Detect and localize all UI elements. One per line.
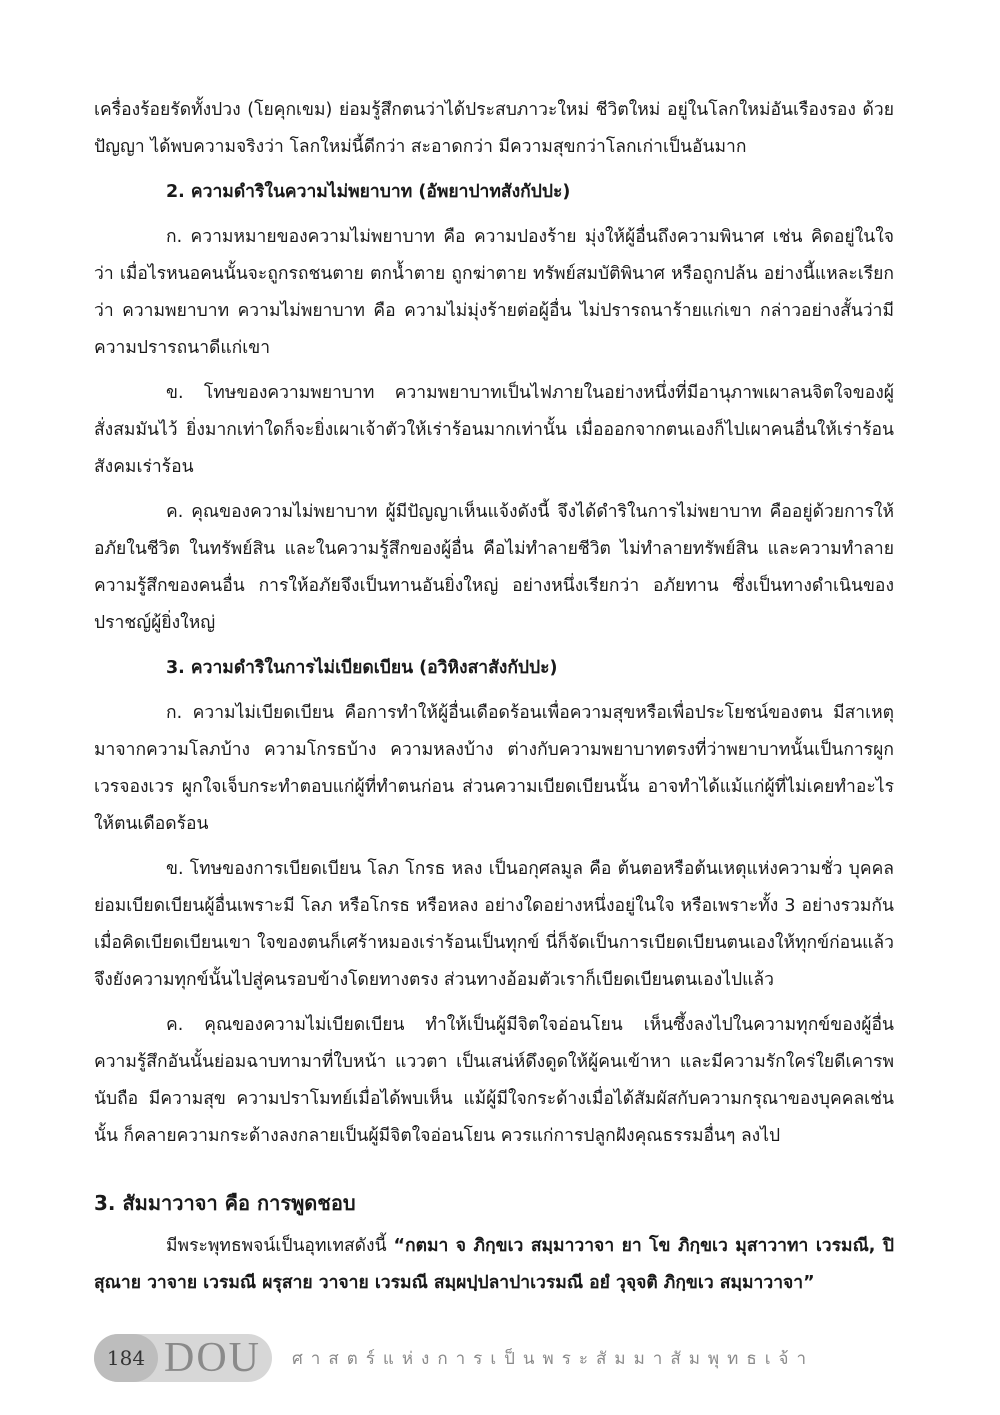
paragraph-3b: ข. โทษของการเบียดเบียน โลภ โกรธ หลง เป็นอกุศลมูล คือ ต้นตอหรือต้นเหตุแห่งความชั่ว บุคคลย่อมเบียดเบียนผู้อื่นเพราะมี โลภ หรือโกรธ หรือหลง อย่างใดอย่างหนึ่งอยู่ในใจ หรือเพราะทั้ง 3 อย่างรวมกัน เมื่อคิดเบียดเบียนเขา ใจของตนก็เศร้าหมองเร่าร้อนเป็นทุกข์ นี่ก็จัดเป็นการเบียดเบียนตนเองให้ทุกข์ก่อนแล้วจึงยังความทุกข์นั้นไปสู่คนรอบข้างโดยทางตรง ส่วนทางอ้อมตัวเราก็เบียดเบียนตนเองไปแล้ว bbox=[94, 859, 894, 990]
book-title: ศาสตร์แห่งการเป็นพระสัมมาสัมพุทธเจ้า bbox=[292, 1348, 815, 1369]
paragraph-2b: ข. โทษของความพยาบาท ความพยาบาทเป็นไฟภายในอย่างหนึ่งที่มีอานุภาพเผาลนจิตใจของผู้สั่งสมมันไว้ ยิ่งมากเท่าใดก็จะยิ่งเผาเจ้าตัวให้เร่าร้อนมากเท่านั้น เมื่อออกจากตนเองก็ไปเผาคนอื่นให้เร่าร้อน สังคมเร่าร้อน bbox=[94, 383, 894, 477]
paragraph-3a: ก. ความไม่เบียดเบียน คือการทำให้ผู้อื่นเดือดร้อนเพื่อความสุขหรือเพื่อประโยชน์ของตน มีสาเหตุมาจากความโลภบ้าง ความโกรธบ้าง ความหลงบ้าง ต่างกับความพยาบาทตรงที่ว่าพยาบาทนั้นเป็นการผูกเวรจองเวร ผูกใจเจ็บกระทำตอบแก่ผู้ที่ทำตนก่อน ส่วนความเบียดเบียนนั้น อาจทำได้แม้แก่ผู้ที่ไม่เคยทำอะไรให้ตนเดือดร้อน bbox=[94, 703, 894, 834]
quote-lead: มีพระพุทธพจน์เป็นอุทเทสดังนี้ bbox=[166, 1236, 394, 1256]
page-footer bbox=[94, 1334, 814, 1382]
paragraph-3c: ค. คุณของความไม่เบียดเบียน ทำให้เป็นผู้มีจิตใจอ่อนโยน เห็นซึ้งลงไปในความทุกข์ของผู้อื่น ความรู้สึกอันนั้นย่อมฉาบทามาที่ใบหน้า แววตา เป็นเสน่ห์ดึงดูดให้ผู้คนเข้าหา และมีความรักใคร่ใยดีเคารพนับถือ มีความสุข ความปราโมทย์เมื่อได้พบเห็น แม้ผู้มีใจกระด้างเมื่อได้สัมผัสกับความกรุณาของบุคคลเช่นนั้น ก็คลายความกระด้างลงกลายเป็นผู้มีจิตใจอ่อนโยน ควรแก่การปลูกฝังคุณธรรมอื่นๆ ลงไป bbox=[94, 1015, 894, 1146]
paragraph-2c: ค. คุณของความไม่พยาบาท ผู้มีปัญญาเห็นแจ้งดังนี้ จึงได้ดำริในการไม่พยาบาท คืออยู่ด้วยการให้อภัยในชีวิต ในทรัพย์สิน และในความรู้สึกของผู้อื่น คือไม่ทำลายชีวิต ไม่ทำลายทรัพย์สิน และความทำลายความรู้สึกของคนอื่น การให้อภัยจึงเป็นทานอันยิ่งใหญ่ อย่างหนึ่งเรียกว่า อภัยทาน ซึ่งเป็นทางดำเนินของปราชญ์ผู้ยิ่งใหญ่ bbox=[94, 502, 894, 633]
page-body bbox=[94, 92, 894, 1302]
pali-quote: “กตมา จ ภิกฺขเว สมฺมาวาจา ยา โข ภิกฺขเว มุสาวาทา เวรมณี, ปิสุณาย วาจาย เวรมณี ผรุสาย วาจาย เวรมณี สมฺผปฺปลาปาเวรมณี อยํ วุจฺจติ ภิกฺขเว สมฺมาวาจา” bbox=[94, 1236, 895, 1293]
brand-logo: DOU bbox=[164, 1335, 261, 1381]
section-heading-3: 3. ความดำริในการไม่เบียดเบียน (อวิหิงสาสังกัปปะ) bbox=[166, 658, 558, 678]
chapter-heading-samma-vaca: 3. สัมมาวาจา คือ การพูดชอบ bbox=[94, 1191, 356, 1215]
paragraph-quote bbox=[94, 1228, 894, 1302]
paragraph-continuation: เครื่องร้อยรัดทั้งปวง (โยคุกเขม) ย่อมรู้สึกตนว่าได้ประสบภาวะใหม่ ชีวิตใหม่ อยู่ในโลกใหม่อันเรืองรอง ด้วยปัญญา ได้พบความจริงว่า โลกใหม่นี้ดีกว่า สะอาดกว่า มีความสุขกว่าโลกเก่าเป็นอันมาก bbox=[94, 100, 894, 157]
paragraph-2a: ก. ความหมายของความไม่พยาบาท คือ ความปองร้าย มุ่งให้ผู้อื่นถึงความพินาศ เช่น คิดอยู่ในใจว่า เมื่อไรหนอคนนั้นจะถูกรถชนตาย ตกน้ำตาย ถูกฆ่าตาย ทรัพย์สมบัติพินาศ หรือถูกปล้น อย่างนี้แหละเรียกว่า ความพยาบาท ความไม่พยาบาท คือ ความไม่มุ่งร้ายต่อผู้อื่น ไม่ปรารถนาร้ายแก่เขา กล่าวอย่างสั้นว่ามีความปรารถนาดีแก่เขา bbox=[94, 227, 894, 358]
section-heading-2: 2. ความดำริในความไม่พยาบาท (อัพยาปาทสังกัปปะ) bbox=[166, 182, 571, 202]
footer-badge bbox=[94, 1334, 272, 1382]
page-number: 184 bbox=[94, 1334, 158, 1382]
